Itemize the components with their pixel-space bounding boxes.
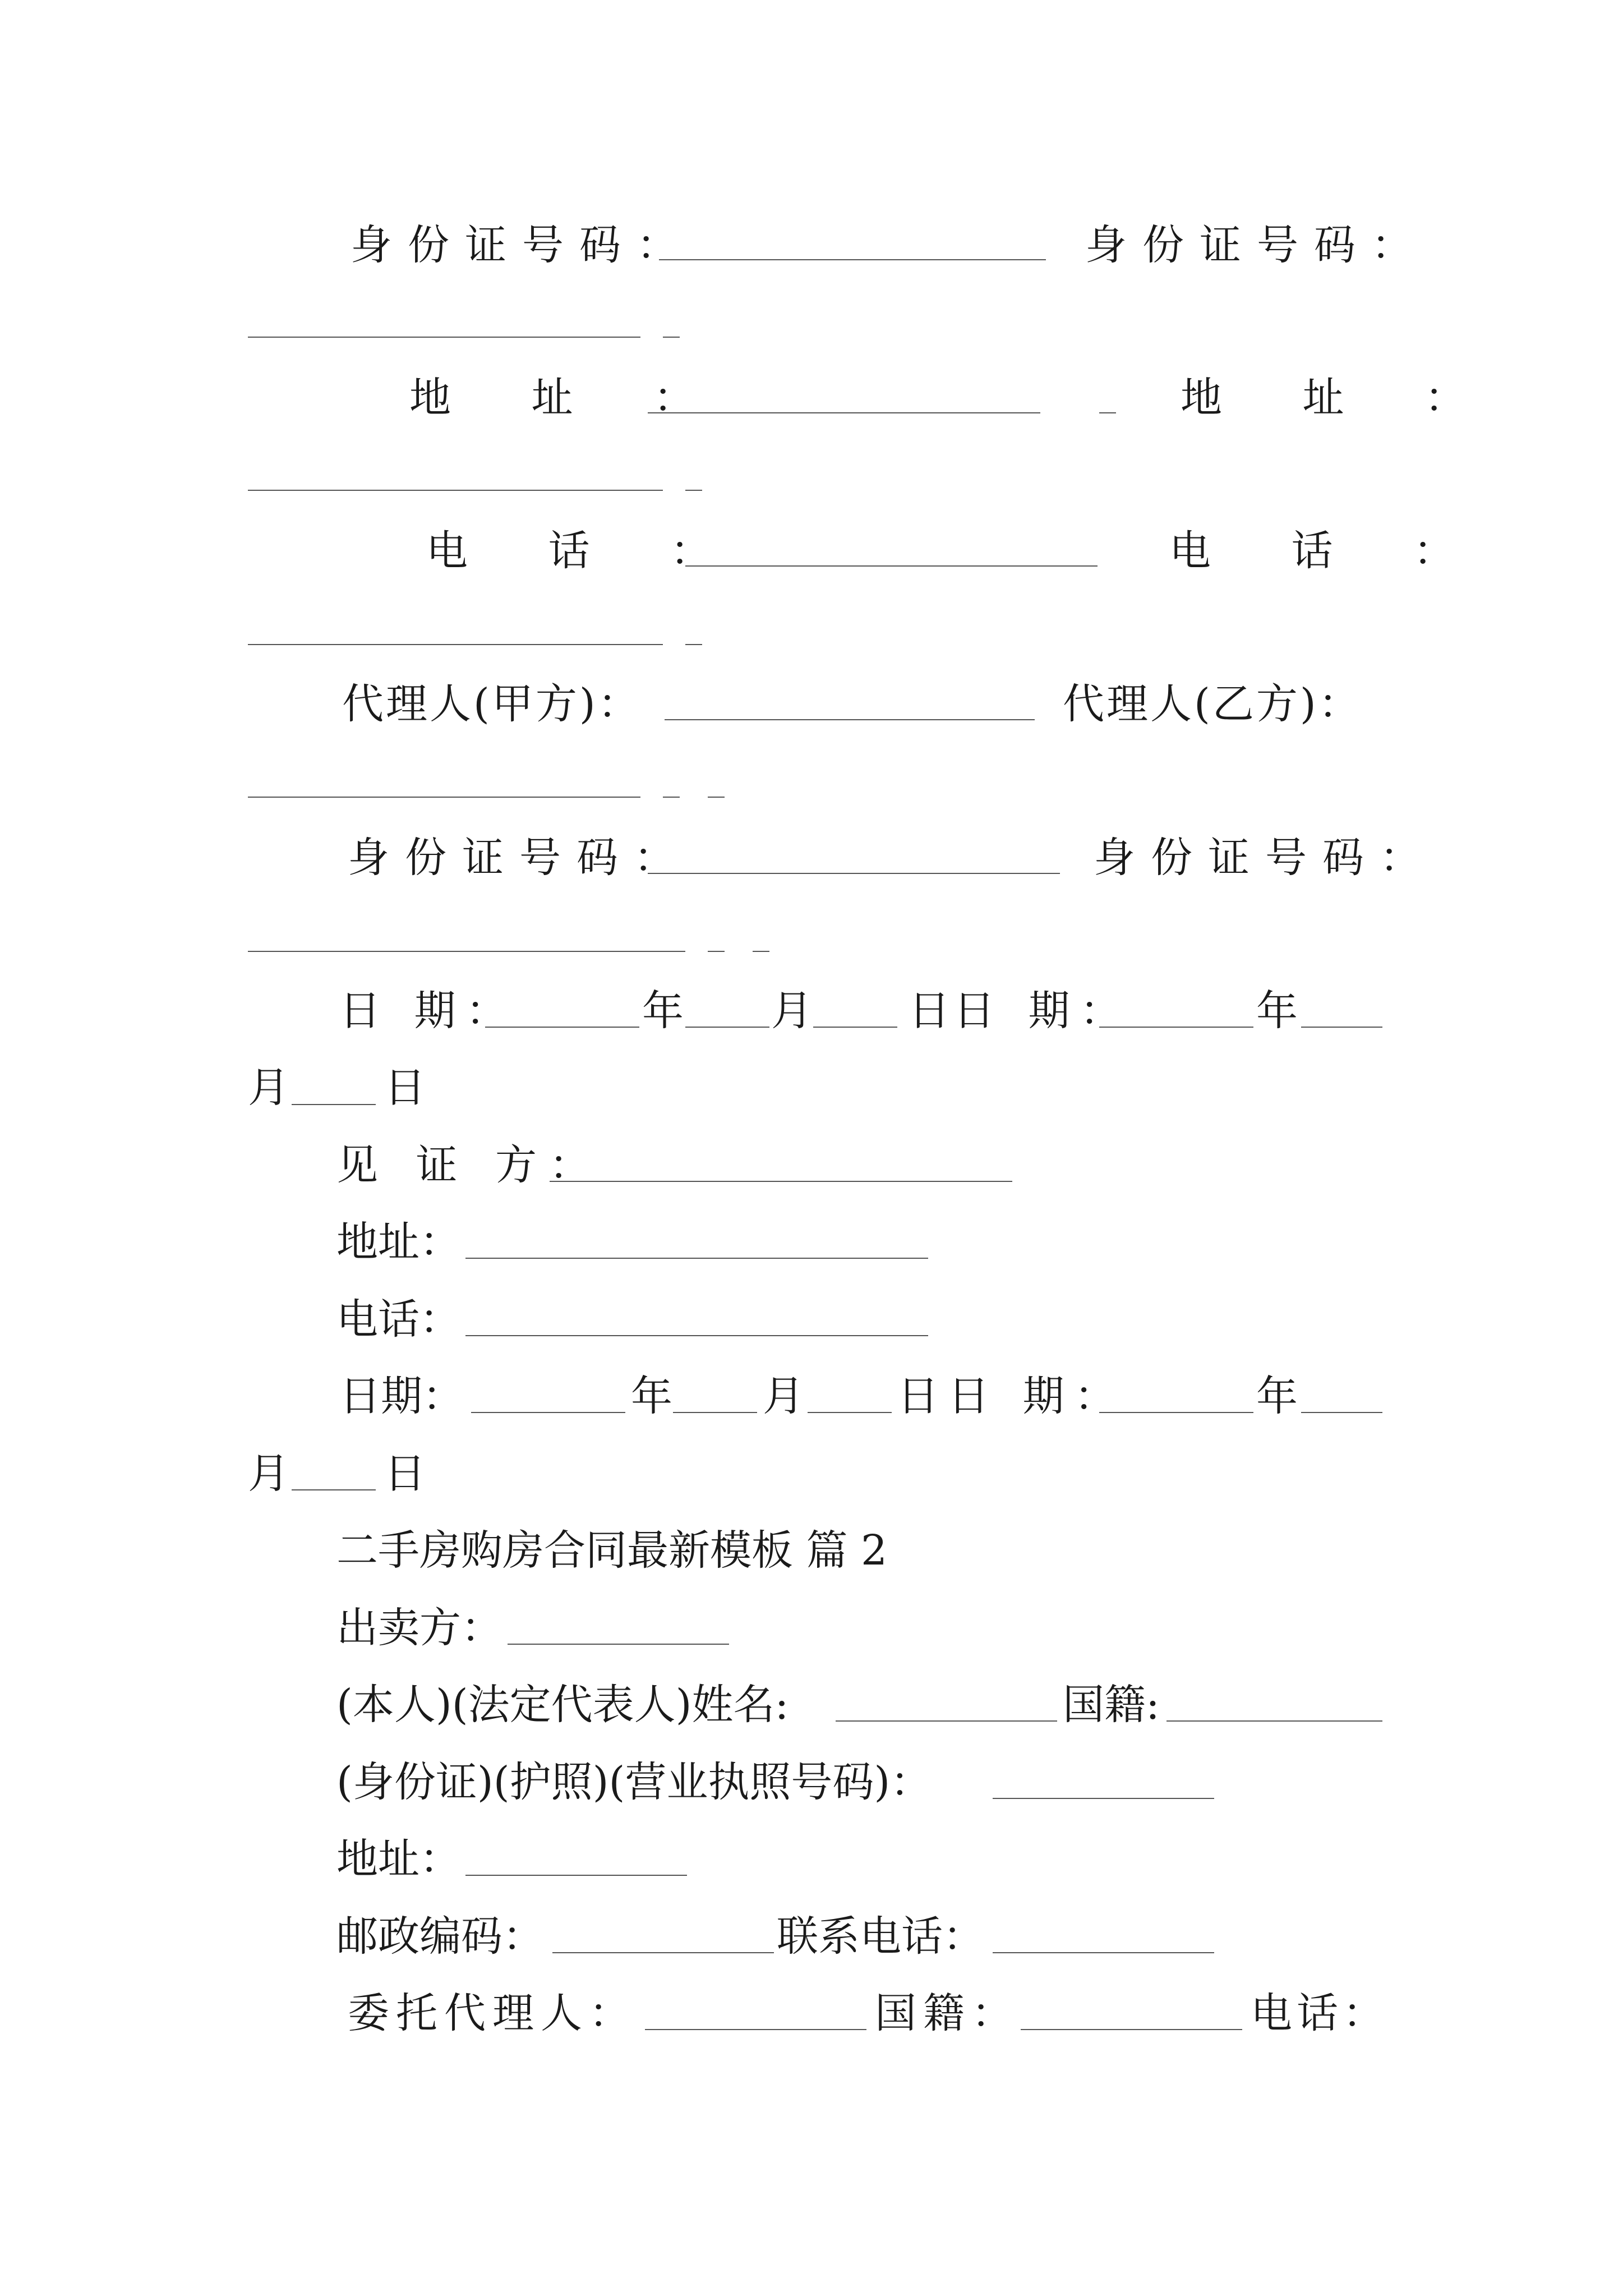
id-number-field-party-b[interactable] (248, 337, 640, 338)
date-label-party-a: 日 期： (339, 987, 518, 1035)
blank-mark (663, 797, 680, 798)
seller-nationality-label: 国籍: (1063, 1681, 1160, 1729)
month-label: 月 (771, 987, 813, 1035)
seller-id-label: (身份证)(护照)(营业执照号码)： (336, 1758, 932, 1806)
phone-field-party-a[interactable] (685, 565, 1098, 567)
witness-date-day-field-2[interactable] (292, 1489, 376, 1490)
agent-field-party-a[interactable] (665, 719, 1035, 720)
date-month-field-party-a[interactable] (685, 1027, 769, 1028)
blank-mark (708, 951, 725, 952)
phone-label-party-b: 电 话 ： (1169, 527, 1489, 575)
witness-date-label: 日期： (339, 1372, 464, 1420)
seller-address-field[interactable] (465, 1875, 687, 1876)
agent-label-party-a: 代理人(甲方)： (342, 680, 642, 728)
address-field-party-b[interactable] (248, 490, 663, 491)
witness-date-year-field-2[interactable] (1099, 1412, 1253, 1413)
witness-date-month-field-2[interactable] (1301, 1412, 1382, 1413)
phone-field-party-b[interactable] (248, 644, 663, 645)
date-label-party-b: 日 期： (953, 987, 1132, 1035)
witness-label: 见 证 方： (336, 1141, 603, 1189)
year-label: 年 (631, 1372, 672, 1420)
blank-mark (753, 951, 769, 952)
agent-id-label-party-a: 身份证号码： (348, 834, 691, 882)
seller-address-label: 地址： (336, 1835, 461, 1883)
day-label: 日 (909, 987, 950, 1035)
agent-id-field-party-a[interactable] (648, 873, 1060, 874)
witness-date-day-field[interactable] (808, 1412, 892, 1413)
agent-field-party-b[interactable] (248, 797, 640, 798)
address-label-party-b: 地 址 ： (1181, 374, 1500, 422)
seller-name-label: (本人)(法定代表人)姓名: (336, 1681, 789, 1729)
agent-id-field-party-b[interactable] (248, 951, 685, 952)
date-day-field-party-b[interactable] (292, 1104, 376, 1105)
contact-phone-field[interactable] (993, 1952, 1214, 1953)
seller-id-field[interactable] (993, 1798, 1214, 1799)
agent-id-label-party-b: 身份证号码： (1094, 834, 1437, 882)
phone-label-party-a: 电 话 ： (426, 527, 746, 575)
address-label-party-a: 地 址 ： (409, 374, 729, 422)
date-year-field-party-b[interactable] (1099, 1027, 1253, 1028)
date-day-field-party-a[interactable] (813, 1027, 897, 1028)
witness-date-month-field[interactable] (673, 1412, 757, 1413)
id-number-field-party-a[interactable] (659, 259, 1046, 260)
year-label: 年 (1256, 987, 1298, 1035)
date-month-field-party-b[interactable] (1301, 1027, 1382, 1028)
postal-code-field[interactable] (552, 1952, 774, 1953)
witness-phone-field[interactable] (465, 1335, 928, 1336)
entrusted-agent-label: 委托代理人： (348, 1989, 637, 2037)
month-label: 月 (248, 1064, 289, 1112)
entrusted-agent-field[interactable] (645, 2029, 866, 2030)
seller-nationality-field[interactable] (1166, 1720, 1382, 1722)
id-number-label-party-b: 身份证号码： (1085, 221, 1428, 269)
witness-date-label-2: 日 期： (948, 1372, 1126, 1420)
seller-name-field[interactable] (836, 1720, 1057, 1722)
witness-address-label: 地址： (336, 1218, 461, 1266)
entrusted-agent-phone-label: 电话： (1251, 1989, 1389, 2037)
date-year-field-party-a[interactable] (485, 1027, 639, 1028)
address-field-party-a[interactable] (648, 412, 1040, 413)
section-heading: 二手房购房合同最新模板 篇 2 (336, 1526, 888, 1575)
blank-mark (685, 644, 702, 645)
blank-mark (1099, 412, 1116, 413)
seller-field[interactable] (508, 1644, 729, 1645)
day-label: 日 (897, 1372, 939, 1420)
year-label: 年 (1256, 1372, 1298, 1420)
witness-field[interactable] (550, 1181, 1012, 1182)
blank-mark (685, 490, 702, 491)
seller-label: 出卖方： (336, 1604, 502, 1652)
day-label: 日 (384, 1450, 426, 1498)
entrusted-agent-nationality-label: 国籍： (875, 1989, 1020, 2037)
agent-label-party-b: 代理人(乙方)： (1063, 680, 1362, 728)
witness-date-year-field[interactable] (471, 1412, 625, 1413)
year-label: 年 (642, 987, 684, 1035)
month-label: 月 (763, 1372, 804, 1420)
witness-address-field[interactable] (465, 1258, 928, 1259)
postal-code-label: 邮政编码： (336, 1912, 544, 1961)
blank-mark (708, 797, 725, 798)
day-label: 日 (384, 1064, 426, 1112)
contact-phone-label: 联系电话： (777, 1912, 984, 1961)
entrusted-agent-nationality-field[interactable] (1021, 2029, 1242, 2030)
id-number-label-party-a: 身份证号码： (351, 221, 694, 269)
blank-mark (663, 337, 680, 338)
witness-phone-label: 电话： (336, 1295, 461, 1343)
month-label: 月 (248, 1450, 289, 1498)
